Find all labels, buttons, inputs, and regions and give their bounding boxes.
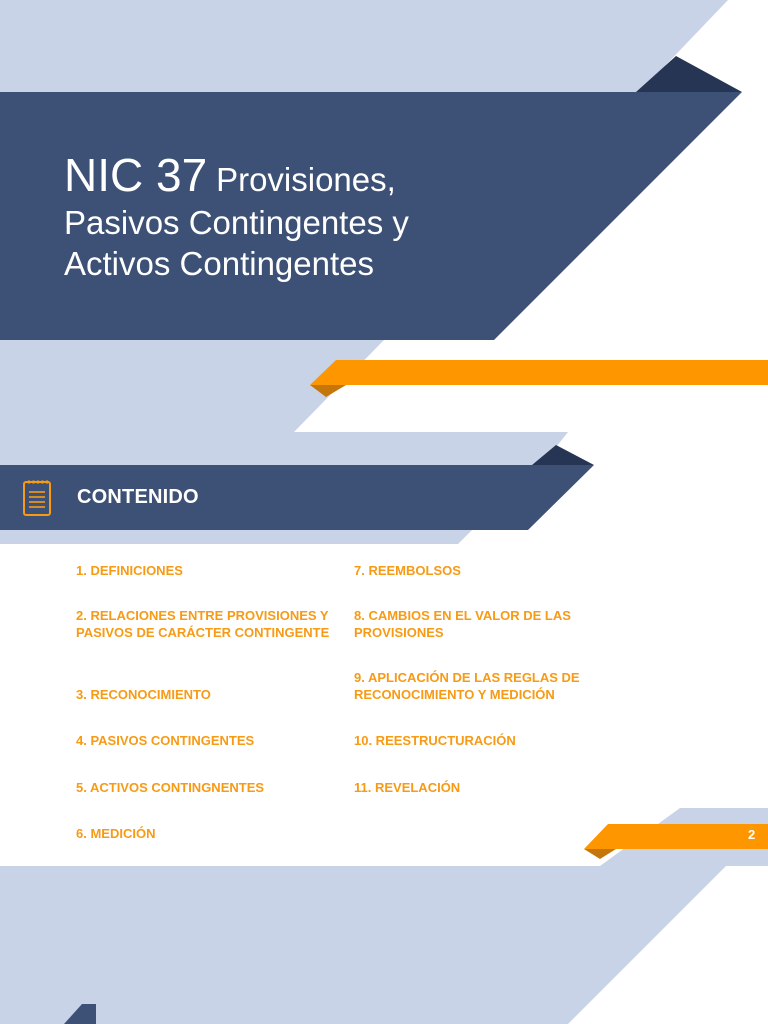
toc-item-6[interactable]: 6. MEDICIÓN xyxy=(76,826,156,841)
notepad-icon xyxy=(22,479,52,517)
section-title: CONTENIDO xyxy=(77,486,199,508)
page-tab-fold xyxy=(584,849,616,859)
title-code: NIC 37 xyxy=(64,149,208,201)
section-under-strip xyxy=(0,530,472,544)
toc-item-11[interactable]: 11. REVELACIÓN xyxy=(354,780,461,795)
title-line-2: Pasivos Contingentes y xyxy=(64,204,409,241)
top-light-band xyxy=(0,0,728,92)
toc-item-10[interactable]: 10. REESTRUCTURACIÓN xyxy=(354,733,516,748)
toc-item-1[interactable]: 1. DEFINICIONES xyxy=(76,563,183,578)
toc-item-4[interactable]: 4. PASIVOS CONTINGENTES xyxy=(76,733,255,748)
title-line-1: Provisiones, xyxy=(216,161,396,198)
bottom-light-area xyxy=(0,866,726,1024)
page-number: 2 xyxy=(748,827,756,842)
toc-item-8[interactable]: 8. CAMBIOS EN EL VALOR DE LAS PROVISIONES xyxy=(354,608,571,640)
toc-item-2[interactable]: 2. RELACIONES ENTRE PROVISIONES Y PASIVOS DE CARÁCTER CONTINGENTE xyxy=(76,608,330,640)
orange-ribbon xyxy=(310,360,768,385)
toc-item-5[interactable]: 5. ACTIVOS CONTINGNENTES xyxy=(76,780,265,795)
section-light-band xyxy=(0,432,568,465)
toc-item-7[interactable]: 7. REEMBOLSOS xyxy=(354,563,461,578)
toc-item-3[interactable]: 3. RECONOCIMIENTO xyxy=(76,687,211,702)
title-line-3: Activos Contingentes xyxy=(64,245,375,282)
slide-title xyxy=(64,148,504,284)
page-tab-orange xyxy=(584,824,768,849)
toc-item-9[interactable]: 9. APLICACIÓN DE LAS REGLAS DE RECONOCIMIENTO Y MEDICIÓN xyxy=(354,670,580,702)
